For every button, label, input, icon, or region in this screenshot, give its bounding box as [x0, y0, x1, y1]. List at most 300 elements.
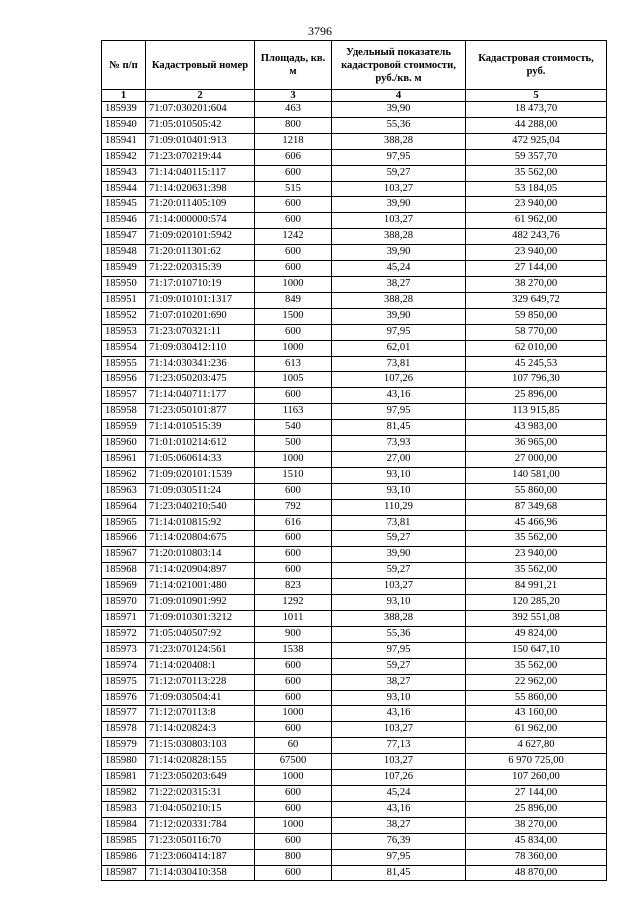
table-row — [102, 690, 607, 706]
area: 616 — [255, 515, 332, 531]
cadastral-number: 71:12:020331:784 — [146, 817, 255, 833]
table-row — [102, 229, 607, 245]
table-row — [102, 706, 607, 722]
unit-value: 43,16 — [332, 388, 466, 404]
unit-value: 107,26 — [332, 372, 466, 388]
table-row — [102, 420, 607, 436]
table-row — [102, 833, 607, 849]
unit-value: 97,95 — [332, 149, 466, 165]
area: 1538 — [255, 642, 332, 658]
cadastral-number: 71:09:030412:110 — [146, 340, 255, 356]
unit-value: 81,45 — [332, 865, 466, 881]
area: 1000 — [255, 817, 332, 833]
cadastral-number: 71:23:050101:877 — [146, 404, 255, 420]
unit-value: 76,39 — [332, 833, 466, 849]
row-index: 185983 — [102, 801, 146, 817]
table-row — [102, 531, 607, 547]
cadastral-value: 472 925,04 — [466, 133, 607, 149]
cadastral-number: 71:09:010901:992 — [146, 595, 255, 611]
header-unit-value: Удельный показатель кадастровой стоимости, руб./кв. м — [332, 41, 466, 90]
table-row — [102, 770, 607, 786]
cadastral-number: 71:14:021001:480 — [146, 579, 255, 595]
cadastral-number: 71:14:020824:3 — [146, 722, 255, 738]
cadastral-value: 22 962,00 — [466, 674, 607, 690]
cadastral-value: 44 288,00 — [466, 117, 607, 133]
row-index: 185978 — [102, 722, 146, 738]
row-index: 185973 — [102, 642, 146, 658]
table-row — [102, 579, 607, 595]
area: 600 — [255, 865, 332, 881]
unit-value: 73,81 — [332, 515, 466, 531]
area: 600 — [255, 324, 332, 340]
area: 849 — [255, 292, 332, 308]
cadastral-number: 71:23:070321:11 — [146, 324, 255, 340]
unit-value: 38,27 — [332, 674, 466, 690]
area: 1163 — [255, 404, 332, 420]
area: 1000 — [255, 706, 332, 722]
cadastral-number: 71:14:040711:177 — [146, 388, 255, 404]
unit-value: 38,27 — [332, 817, 466, 833]
unit-value: 59,27 — [332, 563, 466, 579]
cadastral-value: 62 010,00 — [466, 340, 607, 356]
row-index: 185948 — [102, 245, 146, 261]
area: 600 — [255, 658, 332, 674]
area: 1510 — [255, 467, 332, 483]
row-index: 185971 — [102, 611, 146, 627]
cadastral-number: 71:12:070113:228 — [146, 674, 255, 690]
header-cadastral-number: Кадастровый номер — [146, 41, 255, 90]
area: 1011 — [255, 611, 332, 627]
table-row — [102, 754, 607, 770]
cadastral-value: 58 770,00 — [466, 324, 607, 340]
cadastral-value: 113 915,85 — [466, 404, 607, 420]
unit-value: 55,36 — [332, 117, 466, 133]
table-row — [102, 801, 607, 817]
table-row — [102, 483, 607, 499]
row-index: 185956 — [102, 372, 146, 388]
column-number: 3 — [255, 90, 332, 102]
row-index: 185972 — [102, 626, 146, 642]
table-row — [102, 324, 607, 340]
table-row — [102, 722, 607, 738]
area: 600 — [255, 483, 332, 499]
cadastral-number: 71:23:070219:44 — [146, 149, 255, 165]
row-index: 185984 — [102, 817, 146, 833]
cadastral-number: 71:20:011301:62 — [146, 245, 255, 261]
cadastral-value: 4 627,80 — [466, 738, 607, 754]
row-index: 185959 — [102, 420, 146, 436]
row-index: 185979 — [102, 738, 146, 754]
row-index: 185941 — [102, 133, 146, 149]
row-index: 185963 — [102, 483, 146, 499]
table-row — [102, 674, 607, 690]
row-index: 185946 — [102, 213, 146, 229]
table-row — [102, 340, 607, 356]
area: 600 — [255, 785, 332, 801]
unit-value: 73,93 — [332, 436, 466, 452]
table-row — [102, 547, 607, 563]
column-number-row — [102, 90, 607, 102]
cadastral-value: 120 285,20 — [466, 595, 607, 611]
unit-value: 39,90 — [332, 102, 466, 118]
cadastral-number: 71:22:020315:31 — [146, 785, 255, 801]
row-index: 185964 — [102, 499, 146, 515]
table-row — [102, 849, 607, 865]
area: 606 — [255, 149, 332, 165]
table-row — [102, 261, 607, 277]
table-row — [102, 245, 607, 261]
area: 600 — [255, 261, 332, 277]
cadastral-value: 59 357,70 — [466, 149, 607, 165]
area: 600 — [255, 722, 332, 738]
row-index: 185975 — [102, 674, 146, 690]
area: 463 — [255, 102, 332, 118]
unit-value: 103,27 — [332, 579, 466, 595]
cadastral-value: 84 991,21 — [466, 579, 607, 595]
cadastral-value: 27 144,00 — [466, 785, 607, 801]
cadastral-value: 25 896,00 — [466, 388, 607, 404]
table-row — [102, 515, 607, 531]
cadastral-number: 71:20:010803:14 — [146, 547, 255, 563]
unit-value: 103,27 — [332, 181, 466, 197]
unit-value: 97,95 — [332, 642, 466, 658]
cadastral-value: 78 360,00 — [466, 849, 607, 865]
cadastral-value: 45 466,96 — [466, 515, 607, 531]
table-row — [102, 611, 607, 627]
cadastral-value: 140 581,00 — [466, 467, 607, 483]
row-index: 185982 — [102, 785, 146, 801]
cadastral-number: 71:14:020804:675 — [146, 531, 255, 547]
cadastral-value: 107 796,30 — [466, 372, 607, 388]
table-row — [102, 658, 607, 674]
table-row — [102, 181, 607, 197]
unit-value: 55,36 — [332, 626, 466, 642]
cadastral-number: 71:14:020408:1 — [146, 658, 255, 674]
cadastral-value: 61 962,00 — [466, 722, 607, 738]
unit-value: 103,27 — [332, 754, 466, 770]
cadastral-value: 53 184,05 — [466, 181, 607, 197]
cadastral-number: 71:05:060614:33 — [146, 451, 255, 467]
cadastral-value: 392 551,08 — [466, 611, 607, 627]
area: 600 — [255, 690, 332, 706]
table-row — [102, 308, 607, 324]
cadastral-value: 35 562,00 — [466, 658, 607, 674]
area: 1242 — [255, 229, 332, 245]
area: 1000 — [255, 276, 332, 292]
cadastral-number: 71:14:010815:92 — [146, 515, 255, 531]
cadastral-value: 23 940,00 — [466, 547, 607, 563]
table-row — [102, 817, 607, 833]
table-row — [102, 499, 607, 515]
cadastral-value: 36 965,00 — [466, 436, 607, 452]
table-row — [102, 197, 607, 213]
row-index: 185952 — [102, 308, 146, 324]
row-index: 185943 — [102, 165, 146, 181]
table-row — [102, 102, 607, 118]
area: 600 — [255, 213, 332, 229]
cadastral-value: 38 270,00 — [466, 276, 607, 292]
cadastral-value: 27 000,00 — [466, 451, 607, 467]
area: 500 — [255, 436, 332, 452]
cadastral-value: 43 983,00 — [466, 420, 607, 436]
unit-value: 97,95 — [332, 404, 466, 420]
cadastral-number: 71:23:050203:475 — [146, 372, 255, 388]
row-index: 185940 — [102, 117, 146, 133]
table-row — [102, 642, 607, 658]
row-index: 185987 — [102, 865, 146, 881]
row-index: 185965 — [102, 515, 146, 531]
row-index: 185950 — [102, 276, 146, 292]
header-cadastral-value: Кадастровая стоимость, руб. — [466, 41, 607, 90]
cadastral-number: 71:04:050210:15 — [146, 801, 255, 817]
table-row — [102, 165, 607, 181]
row-index: 185949 — [102, 261, 146, 277]
table-row — [102, 388, 607, 404]
cadastral-value: 61 962,00 — [466, 213, 607, 229]
unit-value: 45,24 — [332, 785, 466, 801]
table-row — [102, 467, 607, 483]
table-header — [102, 41, 607, 102]
cadastral-number: 71:05:040507:92 — [146, 626, 255, 642]
column-number: 1 — [102, 90, 146, 102]
area: 600 — [255, 801, 332, 817]
row-index: 185966 — [102, 531, 146, 547]
cadastral-value: 35 562,00 — [466, 165, 607, 181]
unit-value: 103,27 — [332, 213, 466, 229]
row-index: 185961 — [102, 451, 146, 467]
row-index: 185939 — [102, 102, 146, 118]
table-row — [102, 738, 607, 754]
cadastral-number: 71:14:040115:117 — [146, 165, 255, 181]
table-row — [102, 626, 607, 642]
table-row — [102, 451, 607, 467]
row-index: 185969 — [102, 579, 146, 595]
table-row — [102, 213, 607, 229]
area: 823 — [255, 579, 332, 595]
row-index: 185980 — [102, 754, 146, 770]
row-index: 185954 — [102, 340, 146, 356]
unit-value: 39,90 — [332, 547, 466, 563]
cadastral-number: 71:14:020904:897 — [146, 563, 255, 579]
column-number: 4 — [332, 90, 466, 102]
table-row — [102, 865, 607, 881]
cadastral-number: 71:23:040210:540 — [146, 499, 255, 515]
area: 1292 — [255, 595, 332, 611]
cadastral-number: 71:09:030504:41 — [146, 690, 255, 706]
row-index: 185942 — [102, 149, 146, 165]
cadastral-value: 49 824,00 — [466, 626, 607, 642]
cadastral-number: 71:07:030201:604 — [146, 102, 255, 118]
table-row — [102, 785, 607, 801]
row-index: 185953 — [102, 324, 146, 340]
cadastral-number: 71:09:010301:3212 — [146, 611, 255, 627]
area: 600 — [255, 563, 332, 579]
row-index: 185974 — [102, 658, 146, 674]
unit-value: 39,90 — [332, 197, 466, 213]
table-row — [102, 276, 607, 292]
header-index: № п/п — [102, 41, 146, 90]
table-row — [102, 117, 607, 133]
cadastral-number: 71:05:010505:42 — [146, 117, 255, 133]
cadastral-value: 6 970 725,00 — [466, 754, 607, 770]
area: 800 — [255, 117, 332, 133]
cadastral-number: 71:12:070113:8 — [146, 706, 255, 722]
row-index: 185947 — [102, 229, 146, 245]
cadastral-value: 48 870,00 — [466, 865, 607, 881]
row-index: 185986 — [102, 849, 146, 865]
cadastral-number: 71:09:030511:24 — [146, 483, 255, 499]
row-index: 185976 — [102, 690, 146, 706]
cadastral-number: 71:07:010201:690 — [146, 308, 255, 324]
row-index: 185955 — [102, 356, 146, 372]
row-index: 185967 — [102, 547, 146, 563]
unit-value: 39,90 — [332, 308, 466, 324]
unit-value: 388,28 — [332, 611, 466, 627]
unit-value: 38,27 — [332, 276, 466, 292]
cadastral-number: 71:23:060414:187 — [146, 849, 255, 865]
unit-value: 388,28 — [332, 133, 466, 149]
cadastral-number: 71:09:020101:5942 — [146, 229, 255, 245]
cadastral-value: 23 940,00 — [466, 197, 607, 213]
cadastral-number: 71:17:010710:19 — [146, 276, 255, 292]
cadastral-number: 71:14:030341:236 — [146, 356, 255, 372]
cadastral-number: 71:01:010214:612 — [146, 436, 255, 452]
cadastral-value: 150 647,10 — [466, 642, 607, 658]
cadastral-number: 71:20:011405:109 — [146, 197, 255, 213]
area: 600 — [255, 531, 332, 547]
area: 600 — [255, 197, 332, 213]
area: 1000 — [255, 340, 332, 356]
cadastral-number: 71:15:030803:103 — [146, 738, 255, 754]
row-index: 185962 — [102, 467, 146, 483]
cadastral-value: 23 940,00 — [466, 245, 607, 261]
row-index: 185981 — [102, 770, 146, 786]
area: 800 — [255, 849, 332, 865]
cadastral-table — [101, 40, 607, 881]
unit-value: 43,16 — [332, 706, 466, 722]
cadastral-value: 25 896,00 — [466, 801, 607, 817]
row-index: 185970 — [102, 595, 146, 611]
row-index: 185945 — [102, 197, 146, 213]
area: 67500 — [255, 754, 332, 770]
cadastral-value: 59 850,00 — [466, 308, 607, 324]
area: 600 — [255, 165, 332, 181]
unit-value: 77,13 — [332, 738, 466, 754]
unit-value: 93,10 — [332, 483, 466, 499]
table-row — [102, 356, 607, 372]
cadastral-number: 71:09:010101:1317 — [146, 292, 255, 308]
cadastral-value: 55 860,00 — [466, 690, 607, 706]
unit-value: 73,81 — [332, 356, 466, 372]
cadastral-number: 71:14:020631:398 — [146, 181, 255, 197]
area: 600 — [255, 245, 332, 261]
cadastral-value: 107 260,00 — [466, 770, 607, 786]
table-row — [102, 372, 607, 388]
unit-value: 110,29 — [332, 499, 466, 515]
cadastral-value: 55 860,00 — [466, 483, 607, 499]
column-number: 5 — [466, 90, 607, 102]
area: 613 — [255, 356, 332, 372]
column-number: 2 — [146, 90, 255, 102]
unit-value: 388,28 — [332, 292, 466, 308]
area: 600 — [255, 547, 332, 563]
unit-value: 103,27 — [332, 722, 466, 738]
area: 60 — [255, 738, 332, 754]
unit-value: 62,01 — [332, 340, 466, 356]
cadastral-value: 27 144,00 — [466, 261, 607, 277]
area: 515 — [255, 181, 332, 197]
unit-value: 97,95 — [332, 324, 466, 340]
cadastral-value: 482 243,76 — [466, 229, 607, 245]
unit-value: 81,45 — [332, 420, 466, 436]
unit-value: 27,00 — [332, 451, 466, 467]
cadastral-value: 45 834,00 — [466, 833, 607, 849]
cadastral-value: 329 649,72 — [466, 292, 607, 308]
cadastral-number: 71:23:070124:561 — [146, 642, 255, 658]
table-row — [102, 292, 607, 308]
area: 900 — [255, 626, 332, 642]
row-index: 185958 — [102, 404, 146, 420]
unit-value: 59,27 — [332, 165, 466, 181]
unit-value: 59,27 — [332, 531, 466, 547]
cadastral-value: 45 245,53 — [466, 356, 607, 372]
table-row — [102, 595, 607, 611]
row-index: 185977 — [102, 706, 146, 722]
row-index: 185968 — [102, 563, 146, 579]
unit-value: 97,95 — [332, 849, 466, 865]
header-area: Площадь, кв. м — [255, 41, 332, 90]
unit-value: 45,24 — [332, 261, 466, 277]
area: 600 — [255, 388, 332, 404]
row-index: 185985 — [102, 833, 146, 849]
area: 792 — [255, 499, 332, 515]
unit-value: 107,26 — [332, 770, 466, 786]
table-row — [102, 133, 607, 149]
table-row — [102, 436, 607, 452]
cadastral-number: 71:22:020315:39 — [146, 261, 255, 277]
area: 600 — [255, 674, 332, 690]
table-body — [102, 102, 607, 881]
row-index: 185944 — [102, 181, 146, 197]
cadastral-value: 18 473,70 — [466, 102, 607, 118]
cadastral-number: 71:14:000000:574 — [146, 213, 255, 229]
cadastral-number: 71:09:020101:1539 — [146, 467, 255, 483]
unit-value: 93,10 — [332, 690, 466, 706]
cadastral-number: 71:14:020828:155 — [146, 754, 255, 770]
row-index: 185957 — [102, 388, 146, 404]
page-number: 3796 — [308, 24, 332, 38]
cadastral-value: 35 562,00 — [466, 563, 607, 579]
unit-value: 59,27 — [332, 658, 466, 674]
cadastral-number: 71:14:030410:358 — [146, 865, 255, 881]
unit-value: 388,28 — [332, 229, 466, 245]
table-row — [102, 149, 607, 165]
cadastral-value: 38 270,00 — [466, 817, 607, 833]
cadastral-number: 71:23:050116:70 — [146, 833, 255, 849]
area: 1218 — [255, 133, 332, 149]
area: 600 — [255, 833, 332, 849]
cadastral-value: 35 562,00 — [466, 531, 607, 547]
cadastral-number: 71:14:010515:39 — [146, 420, 255, 436]
cadastral-number: 71:09:010401:913 — [146, 133, 255, 149]
unit-value: 93,10 — [332, 467, 466, 483]
row-index: 185960 — [102, 436, 146, 452]
cadastral-value: 87 349,68 — [466, 499, 607, 515]
area: 1000 — [255, 451, 332, 467]
unit-value: 39,90 — [332, 245, 466, 261]
table-row — [102, 404, 607, 420]
cadastral-number: 71:23:050203:649 — [146, 770, 255, 786]
